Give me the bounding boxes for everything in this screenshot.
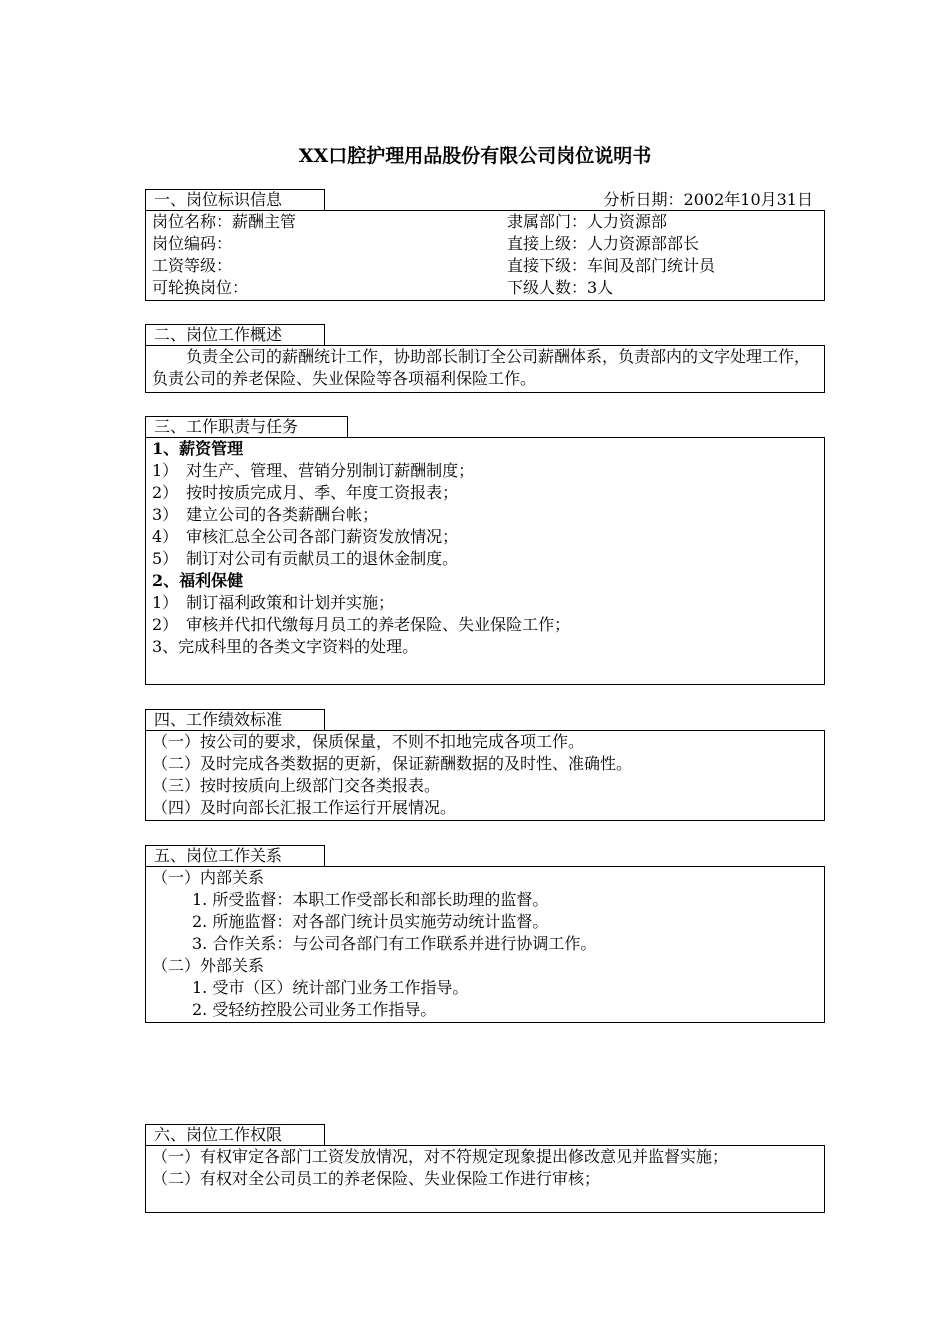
list-item: （三）按时按质向上级部门交各类报表。 (152, 776, 441, 795)
list-item: 3） 建立公司的各类薪酬台帐； (152, 505, 379, 524)
list-item: （二）及时完成各类数据的更新，保证薪酬数据的及时性、准确性。 (152, 754, 633, 773)
position-code: 岗位编码： (152, 234, 233, 253)
section-4-header: 四、工作绩效标准 (145, 709, 325, 730)
section-5-box (145, 866, 825, 1023)
info-row (152, 233, 818, 255)
document-title: XX口腔护理用品股份有限公司岗位说明书 (298, 145, 652, 167)
list-item: 2. 所施监督：对各部门统计员实施劳动统计监督。 (192, 912, 549, 931)
section-1-box (145, 210, 825, 301)
position-name: 岗位名称：薪酬主管 (152, 212, 297, 231)
section-2-header: 二、岗位工作概述 (145, 324, 325, 345)
section-4-box (145, 730, 825, 821)
duty-heading-salary: 1、薪资管理 (152, 439, 244, 458)
section-1-header: 一、岗位标识信息 (145, 189, 325, 210)
job-summary: 负责全公司的薪酬统计工作，协助部长制订全公司薪酬体系，负责部内的文字处理工作，负责公司的养老保险、失业保险等各项福利保险工作。 (152, 347, 811, 388)
list-item: 1. 受市（区）统计部门业务工作指导。 (192, 978, 469, 997)
section-3-box (145, 437, 825, 685)
analysis-date: 分析日期：2002年10月31日 (603, 190, 813, 209)
info-row (152, 211, 818, 233)
list-item: 1） 对生产、管理、营销分别制订薪酬制度； (152, 461, 475, 480)
list-item: （二）有权对全公司员工的养老保险、失业保险工作进行审核； (152, 1169, 601, 1188)
direct-superior: 直接上级：人力资源部部长 (507, 234, 700, 253)
info-row (152, 277, 818, 299)
list-item: （一）按公司的要求，保质保量，不则不扣地完成各项工作。 (152, 732, 585, 751)
list-item: 2） 按时按质完成月、季、年度工资报表； (152, 483, 459, 502)
list-item: 4） 审核汇总全公司各部门薪资发放情况； (152, 527, 459, 546)
section-2-box (145, 345, 825, 393)
list-item: 1） 制订福利政策和计划并实施； (152, 593, 395, 612)
list-item: 3. 合作关系：与公司各部门有工作联系并进行协调工作。 (192, 934, 597, 953)
list-item: （四）及时向部长汇报工作运行开展情况。 (152, 798, 457, 817)
list-item: 5） 制订对公司有贡献员工的退休金制度。 (152, 549, 459, 568)
direct-subordinate: 直接下级：车间及部门统计员 (507, 256, 716, 275)
list-item: （一）有权审定各部门工资发放情况，对不符规定现象提出修改意见并监督实施； (152, 1147, 729, 1166)
internal-relations-heading: （一）内部关系 (152, 868, 265, 887)
list-item: 2） 审核并代扣代缴每月员工的养老保险、失业保险工作； (152, 615, 571, 634)
info-row (152, 255, 818, 277)
section-5-header: 五、岗位工作关系 (145, 845, 325, 866)
rotatable-position: 可轮换岗位： (152, 278, 249, 297)
section-6-header: 六、岗位工作权限 (145, 1124, 325, 1145)
section-3-header: 三、工作职责与任务 (145, 416, 348, 437)
duty-heading-welfare: 2、福利保健 (152, 571, 244, 590)
salary-grade: 工资等级： (152, 256, 233, 275)
section-6-box (145, 1145, 825, 1213)
subordinate-count: 下级人数：3人 (507, 278, 614, 297)
external-relations-heading: （二）外部关系 (152, 956, 265, 975)
department: 隶属部门：人力资源部 (507, 212, 668, 231)
list-item: 1. 所受监督：本职工作受部长和部长助理的监督。 (192, 890, 549, 909)
list-item: 2. 受轻纺控股公司业务工作指导。 (192, 1000, 437, 1019)
list-item: 3、完成科里的各类文字资料的处理。 (152, 637, 419, 656)
